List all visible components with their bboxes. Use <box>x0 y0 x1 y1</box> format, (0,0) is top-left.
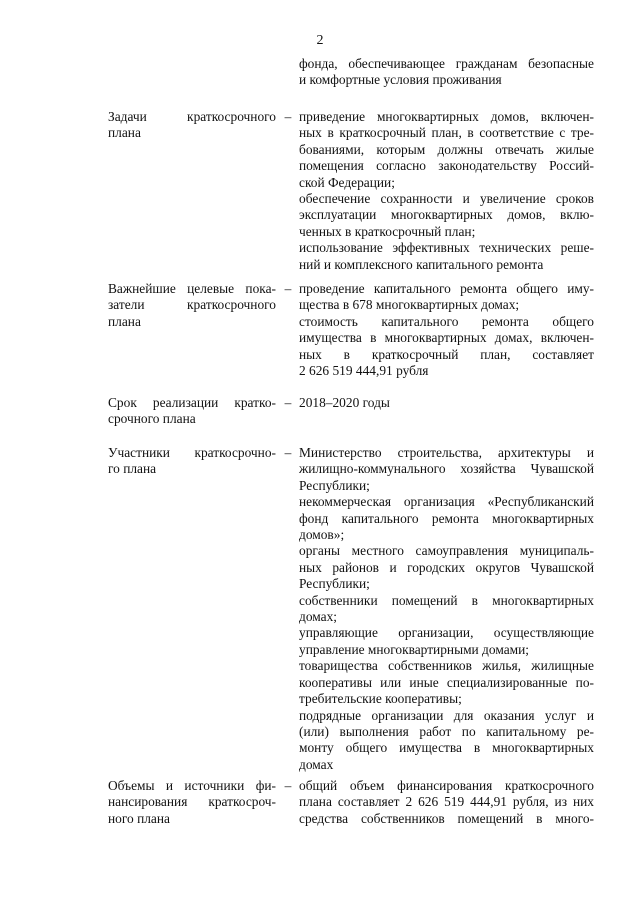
row-label <box>108 445 276 478</box>
label-line: Участники краткосрочно- <box>108 445 276 460</box>
value-line: средства собственников помещений в много- <box>299 810 594 826</box>
value-line: ных в краткосрочный план, в соответствие с тре- <box>299 125 594 141</box>
page-number: 2 <box>316 33 324 48</box>
label-line: Важнейшие целевые пока- <box>108 281 276 296</box>
value-line: щества в 678 многоквартирных домах; <box>299 297 520 313</box>
row-label <box>108 778 276 827</box>
value-line: 2018–2020 годы <box>299 395 390 410</box>
value-line: бованиями, которым должны отвечать жилые <box>299 141 594 157</box>
value-line: помещения согласно законодательству Россий- <box>299 158 594 174</box>
row-value <box>299 109 594 273</box>
value-line: проведение капитального ремонта общего иму- <box>299 281 594 296</box>
row-value <box>299 395 594 411</box>
value-line: собственники помещений в многоквартирных <box>299 592 594 608</box>
value-line: Республики; <box>299 477 370 493</box>
value-line: приведение многоквартирных домов, включен- <box>299 109 594 124</box>
value-line: общий объем финансирования краткосрочного <box>299 778 594 793</box>
value-line: ской Федерации; <box>299 174 395 190</box>
row-label <box>108 109 276 142</box>
value-line: монту общего имущества в многоквартирных <box>299 740 594 756</box>
value-line: фонд капитального ремонта многоквартирных <box>299 510 594 526</box>
value-line: домах; <box>299 609 337 625</box>
value-line: обеспечение сохранности и увеличение сроков <box>299 191 594 207</box>
label-line: Объемы и источники фи- <box>108 778 276 793</box>
label-line: нансирования краткосроч- <box>108 794 276 810</box>
row-dash: – <box>284 778 292 793</box>
label-line: го плана <box>108 461 157 477</box>
row-label <box>108 281 276 330</box>
value-line: плана составляет 2 626 519 444,91 рубля, из них <box>299 794 594 810</box>
label-line: срочного плана <box>108 411 196 427</box>
label-line: Задачи краткосрочного <box>108 109 276 124</box>
label-line: затели краткосрочного <box>108 297 276 313</box>
label-line: плана <box>108 313 141 329</box>
value-line: имущества в многоквартирных домах, включен- <box>299 330 594 346</box>
row-value <box>299 778 594 827</box>
value-line: домов»; <box>299 527 345 543</box>
value-line: управление многоквартирными домами; <box>299 641 530 657</box>
intro-line: и комфортные условия проживания <box>299 72 502 88</box>
value-line: требительские кооперативы; <box>299 691 462 707</box>
row-label <box>108 395 276 428</box>
value-line: (или) выполнения работ по капитальному ре- <box>299 723 594 739</box>
value-line: Министерство строительства, архитектуры и <box>299 445 594 460</box>
value-line: подрядные организации для оказания услуг и <box>299 707 594 723</box>
intro-line: фонда, обеспечивающее гражданам безопасные <box>299 56 594 71</box>
label-line: Срок реализации кратко- <box>108 395 276 410</box>
value-line: жилищно-коммунального хозяйства Чувашской <box>299 461 594 477</box>
value-line: стоимость капитального ремонта общего <box>299 313 594 329</box>
value-line: органы местного самоуправления муниципаль- <box>299 543 594 559</box>
value-line: эксплуатации многоквартирных домов, вклю- <box>299 207 594 223</box>
value-line: домах <box>299 756 334 772</box>
row-value <box>299 281 594 379</box>
row-dash: – <box>284 445 292 460</box>
value-line: кооперативы или иные специализированные по- <box>299 674 594 690</box>
value-line: товарищества собственников жилья, жилищные <box>299 658 594 674</box>
row-dash: – <box>284 109 292 124</box>
intro-text <box>299 56 594 89</box>
value-line: использование эффективных технических реше- <box>299 240 594 256</box>
row-dash: – <box>284 395 292 410</box>
value-line: 2 626 519 444,91 рубля <box>299 363 429 379</box>
row-value <box>299 445 594 773</box>
value-line: некоммерческая организация «Республиканский <box>299 494 594 510</box>
row-dash: – <box>284 281 292 296</box>
value-line: ных районов и городских округов Чувашской <box>299 559 594 575</box>
label-line: плана <box>108 125 141 141</box>
value-line: ных в краткосрочный план, составляет <box>299 346 594 362</box>
label-line: ного плана <box>108 810 170 826</box>
value-line: ченных в краткосрочный план; <box>299 223 476 239</box>
value-line: Республики; <box>299 576 370 592</box>
value-line: ний и комплексного капитального ремонта <box>299 256 544 272</box>
value-line: управляющие организации, осуществляющие <box>299 625 594 641</box>
